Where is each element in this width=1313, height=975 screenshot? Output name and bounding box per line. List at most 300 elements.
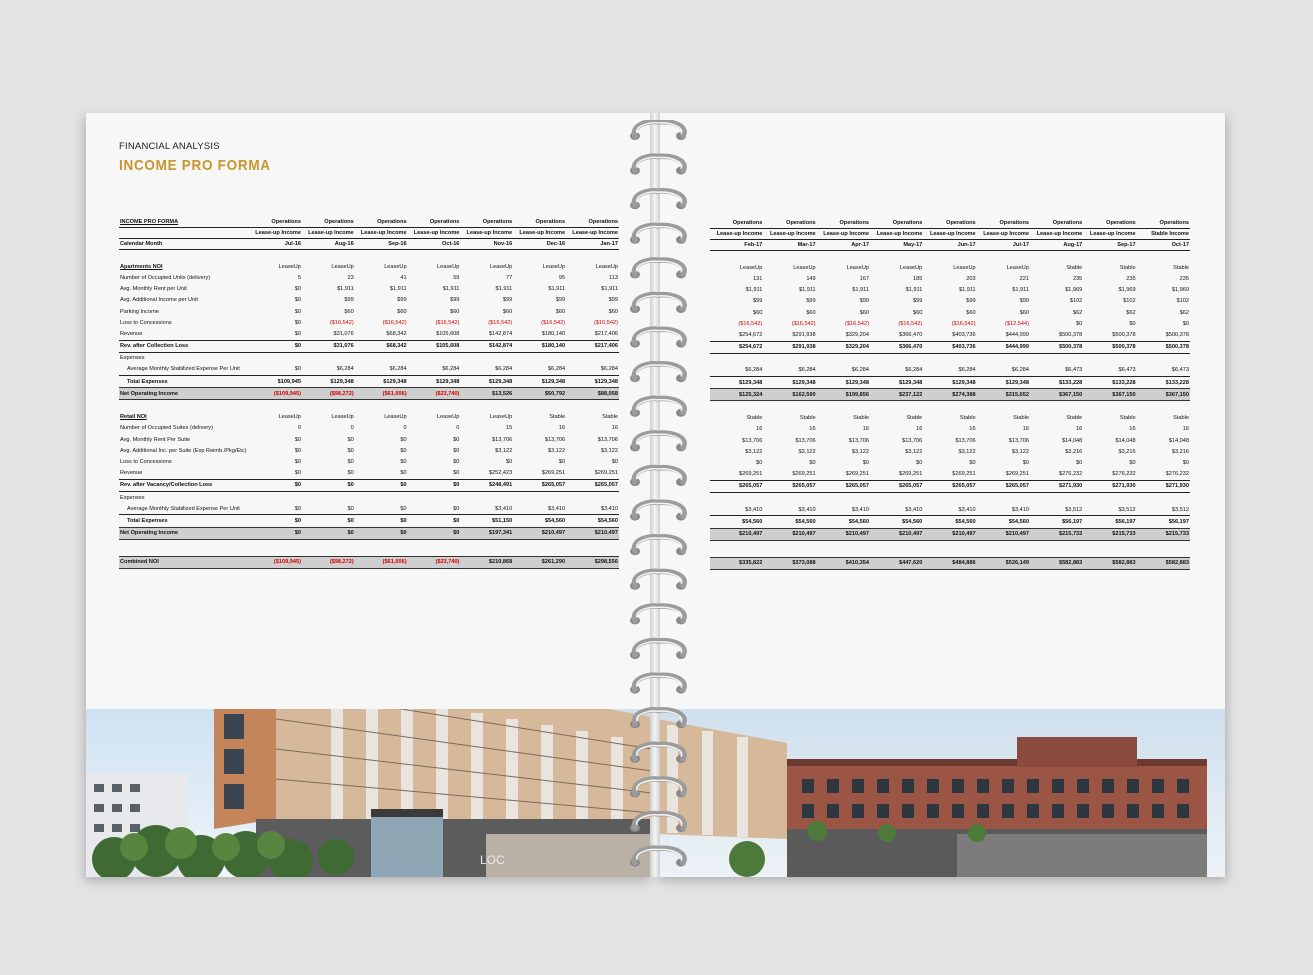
value-cell: $500,378 bbox=[1083, 341, 1136, 353]
spiral-ring bbox=[630, 468, 686, 486]
value-cell: $367,150 bbox=[1137, 389, 1190, 401]
value-cell: Stable Income bbox=[1137, 229, 1190, 240]
value-cell: $444,999 bbox=[977, 329, 1030, 341]
value-cell: $13,706 bbox=[597, 436, 618, 443]
value-cell: 235 bbox=[1072, 275, 1083, 282]
table-cell bbox=[870, 401, 923, 413]
row-label: Rev. after Collection Loss bbox=[119, 340, 249, 352]
value-cell: $3,122 bbox=[798, 448, 816, 455]
value-cell: $3,410 bbox=[710, 504, 763, 516]
value-cell: 5 bbox=[297, 274, 301, 281]
table-cell bbox=[302, 250, 355, 262]
value-cell: $54,560 bbox=[795, 518, 816, 525]
value-cell: $0 bbox=[453, 447, 460, 454]
value-cell: Aug-17 bbox=[1030, 240, 1083, 251]
value-cell: Operations bbox=[324, 219, 354, 225]
spiral-ring bbox=[630, 191, 686, 209]
value-cell: $31,076 bbox=[302, 340, 355, 352]
value-cell: Lease-up Income bbox=[710, 229, 763, 240]
value-cell: 95 bbox=[558, 274, 566, 281]
table-cell bbox=[119, 228, 249, 239]
left-page bbox=[86, 113, 652, 877]
section-label: FINANCIAL ANALYSIS bbox=[119, 141, 220, 152]
value-cell: $0 bbox=[400, 458, 407, 465]
income-pro-forma-table-right bbox=[710, 218, 1190, 570]
value-cell: Jul-16 bbox=[249, 239, 302, 250]
table-cell bbox=[249, 400, 302, 412]
table-cell bbox=[408, 491, 461, 503]
value-cell: $0 bbox=[294, 319, 301, 326]
value-cell: Stable bbox=[1173, 264, 1189, 271]
table-row bbox=[119, 261, 619, 272]
value-cell: $261,290 bbox=[513, 556, 566, 568]
value-cell: $1,911 bbox=[389, 286, 407, 293]
spiral-ring bbox=[630, 744, 686, 762]
table-row bbox=[119, 434, 619, 445]
value-cell: $56,197 bbox=[1062, 518, 1083, 525]
value-cell: $0 bbox=[294, 517, 301, 524]
value-cell: Stable bbox=[959, 415, 976, 422]
value-cell: $109,945 bbox=[277, 378, 301, 385]
value-cell: $252,423 bbox=[460, 468, 513, 480]
table-cell bbox=[249, 352, 302, 364]
value-cell: $1,911 bbox=[442, 286, 460, 293]
table-row bbox=[710, 424, 1190, 435]
building-rendering-left bbox=[86, 709, 652, 877]
value-cell: $0 bbox=[355, 527, 408, 539]
value-cell: LeaseUp bbox=[331, 263, 354, 270]
table-row bbox=[710, 318, 1190, 329]
table-cell bbox=[566, 400, 619, 412]
table-row bbox=[710, 329, 1190, 341]
table-cell bbox=[977, 251, 1030, 263]
value-cell: LeaseUp bbox=[739, 264, 763, 271]
value-cell: Stable bbox=[1119, 264, 1136, 271]
value-cell: $14,048 bbox=[1062, 437, 1083, 444]
table-cell bbox=[249, 250, 302, 262]
table-row bbox=[710, 285, 1190, 296]
table-cell bbox=[355, 539, 408, 551]
value-cell: 0 bbox=[350, 425, 354, 432]
value-cell: $215,733 bbox=[1030, 528, 1083, 540]
table-cell bbox=[1137, 251, 1190, 263]
value-cell: $0 bbox=[1182, 320, 1189, 327]
table-row bbox=[119, 328, 619, 340]
value-cell: $13,706 bbox=[742, 437, 763, 444]
spiral-ring bbox=[630, 606, 686, 624]
value-cell: $0 bbox=[400, 517, 407, 524]
value-cell: $0 bbox=[294, 308, 301, 315]
value-cell: 203 bbox=[966, 275, 976, 282]
value-cell: ($16,542) bbox=[594, 319, 618, 326]
value-cell: $265,057 bbox=[923, 480, 976, 492]
value-cell: $56,197 bbox=[1168, 518, 1189, 525]
value-cell: Operations bbox=[377, 219, 407, 225]
value-cell: $1,911 bbox=[798, 287, 816, 294]
income-pro-forma-table-left bbox=[119, 217, 619, 569]
table-cell bbox=[302, 400, 355, 412]
value-cell: $60 bbox=[1019, 309, 1029, 316]
value-cell: $0 bbox=[355, 479, 408, 491]
value-cell: $68,342 bbox=[355, 340, 408, 352]
value-cell: $3,512 bbox=[1083, 504, 1136, 516]
value-cell: Operations bbox=[732, 220, 763, 226]
value-cell: $6,473 bbox=[1083, 365, 1136, 377]
table-cell bbox=[1030, 401, 1083, 413]
spiral-ring bbox=[630, 225, 686, 243]
value-cell: $13,706 bbox=[492, 436, 513, 443]
value-cell: $99 bbox=[555, 297, 566, 304]
value-cell: $210,497 bbox=[710, 528, 763, 540]
value-cell: Nov-16 bbox=[460, 239, 513, 250]
table-row bbox=[119, 479, 619, 491]
value-cell: $367,150 bbox=[1083, 389, 1136, 401]
value-cell: $54,560 bbox=[597, 517, 618, 524]
value-cell: Oct-17 bbox=[1137, 240, 1190, 251]
value-cell: Operations bbox=[588, 219, 618, 225]
table-row bbox=[710, 218, 1190, 229]
value-cell: $0 bbox=[916, 459, 923, 466]
value-cell: $60 bbox=[966, 309, 976, 316]
value-cell: 221 bbox=[1019, 275, 1029, 282]
value-cell: $129,348 bbox=[436, 378, 460, 385]
value-cell: $54,560 bbox=[544, 517, 566, 524]
table-cell bbox=[763, 540, 816, 552]
row-label: Combined NOI bbox=[119, 556, 249, 568]
table-cell bbox=[1030, 540, 1083, 552]
value-cell: LeaseUp bbox=[489, 263, 513, 270]
value-cell: $276,232 bbox=[1083, 469, 1136, 481]
spiral-ring bbox=[630, 814, 686, 832]
value-cell: Sep-16 bbox=[355, 239, 408, 250]
value-cell: $210,497 bbox=[870, 528, 923, 540]
value-cell: $6,284 bbox=[408, 364, 461, 376]
table-cell bbox=[408, 400, 461, 412]
value-cell: $99 bbox=[502, 297, 513, 304]
value-cell: 235 bbox=[1179, 275, 1189, 282]
spiral-ring bbox=[630, 537, 686, 555]
row-label: Net Operating Income bbox=[119, 388, 249, 400]
table-row bbox=[119, 412, 619, 423]
value-cell: 0 bbox=[297, 425, 301, 432]
value-cell: $88,058 bbox=[566, 388, 619, 400]
table-cell bbox=[566, 250, 619, 262]
value-cell: Operations bbox=[1106, 220, 1136, 226]
table-row bbox=[119, 527, 619, 539]
value-cell: $210,497 bbox=[566, 527, 619, 539]
spiral-ring bbox=[630, 675, 686, 693]
value-cell: Lease-up Income bbox=[460, 228, 513, 239]
table-cell bbox=[710, 353, 763, 365]
table-cell bbox=[119, 400, 249, 412]
value-cell: $99 bbox=[1019, 298, 1029, 305]
value-cell: $6,284 bbox=[355, 364, 408, 376]
value-cell: ($16,542) bbox=[435, 319, 460, 326]
table-title: INCOME PRO FORMA bbox=[120, 219, 179, 225]
value-cell: Lease-up Income bbox=[923, 229, 976, 240]
spiral-ring bbox=[630, 260, 686, 278]
value-cell: Stable bbox=[1119, 415, 1136, 422]
value-cell: $54,560 bbox=[848, 518, 869, 525]
table-cell bbox=[923, 492, 976, 504]
value-cell: $373,088 bbox=[763, 557, 816, 569]
value-cell: $329,204 bbox=[817, 341, 870, 353]
value-cell: 16 bbox=[862, 426, 869, 433]
value-cell: $54,560 bbox=[1008, 518, 1029, 525]
value-cell: Lease-up Income bbox=[870, 229, 923, 240]
value-cell: $6,284 bbox=[302, 364, 355, 376]
table-row bbox=[710, 504, 1190, 516]
value-cell: $271,930 bbox=[1030, 480, 1083, 492]
table-row bbox=[119, 306, 619, 317]
table-cell bbox=[460, 352, 513, 364]
row-label: Expenses bbox=[120, 494, 145, 501]
value-cell: $14,048 bbox=[1115, 437, 1136, 444]
value-cell: $0 bbox=[355, 503, 408, 515]
value-cell: 0 bbox=[456, 425, 460, 432]
table-row bbox=[119, 272, 619, 283]
value-cell: $3,410 bbox=[923, 504, 976, 516]
table-cell bbox=[710, 492, 763, 504]
value-cell: $105,608 bbox=[408, 328, 461, 340]
row-label: Total Expenses bbox=[127, 378, 168, 385]
table-cell bbox=[513, 400, 566, 412]
value-cell: $265,057 bbox=[710, 480, 763, 492]
value-cell: $265,057 bbox=[817, 480, 870, 492]
page-title: INCOME PRO FORMA bbox=[119, 157, 271, 174]
value-cell: $403,736 bbox=[923, 341, 976, 353]
value-cell: $500,378 bbox=[1137, 341, 1190, 353]
value-cell: ($98,272) bbox=[302, 388, 355, 400]
spiral-ring bbox=[630, 122, 686, 140]
value-cell: ($12,544) bbox=[1005, 320, 1029, 327]
table-cell bbox=[977, 540, 1030, 552]
row-label: Avg. Monthly Rent per Unit bbox=[120, 286, 187, 293]
value-cell: $6,284 bbox=[566, 364, 619, 376]
table-cell bbox=[1030, 492, 1083, 504]
value-cell: 185 bbox=[912, 275, 923, 282]
row-label: Rev. after Vacancy/Collection Loss bbox=[119, 479, 249, 491]
value-cell: $217,406 bbox=[566, 340, 619, 352]
value-cell: 16 bbox=[1076, 426, 1083, 433]
value-cell: Operations bbox=[786, 220, 816, 226]
value-cell: $0 bbox=[249, 527, 302, 539]
value-cell: $133,228 bbox=[1058, 379, 1083, 386]
value-cell: $6,284 bbox=[460, 364, 513, 376]
spiral-ring bbox=[630, 641, 686, 659]
row-label: Number of Occupied Suites (delivery) bbox=[120, 425, 213, 432]
value-cell: $0 bbox=[347, 436, 354, 443]
value-cell: $102 bbox=[1176, 298, 1189, 305]
row-label: Revenue bbox=[119, 328, 249, 340]
value-cell: $274,388 bbox=[923, 389, 976, 401]
value-cell: Operations bbox=[482, 219, 513, 225]
table-cell bbox=[1137, 401, 1190, 413]
value-cell: Lease-up Income bbox=[513, 228, 566, 239]
value-cell: Oct-16 bbox=[408, 239, 461, 250]
table-row bbox=[119, 468, 619, 480]
value-cell: $99 bbox=[859, 298, 869, 305]
value-cell: LeaseUp bbox=[595, 263, 618, 270]
value-cell: 0 bbox=[403, 425, 407, 432]
table-row bbox=[710, 557, 1190, 569]
table-cell bbox=[870, 353, 923, 365]
value-cell: $265,057 bbox=[566, 479, 619, 491]
value-cell: $133,228 bbox=[1112, 379, 1136, 386]
value-cell: $0 bbox=[294, 286, 301, 293]
value-cell: $269,251 bbox=[710, 469, 763, 481]
value-cell: LeaseUp bbox=[437, 414, 460, 421]
value-cell: ($16,542) bbox=[329, 319, 354, 326]
table-cell bbox=[408, 539, 461, 551]
table-row bbox=[119, 284, 619, 295]
value-cell: $6,284 bbox=[513, 364, 566, 376]
table-cell bbox=[817, 492, 870, 504]
table-row bbox=[710, 528, 1190, 540]
value-cell: $276,232 bbox=[1030, 469, 1083, 481]
value-cell: $0 bbox=[294, 436, 301, 443]
value-cell: Stable bbox=[1066, 415, 1083, 422]
value-cell: $329,204 bbox=[817, 329, 870, 341]
spiral-ring bbox=[630, 398, 686, 416]
value-cell: $3,122 bbox=[495, 447, 513, 454]
value-cell: $6,284 bbox=[870, 365, 923, 377]
value-cell: Jun-17 bbox=[923, 240, 976, 251]
table-row bbox=[119, 239, 619, 250]
value-cell: Aug-16 bbox=[302, 239, 355, 250]
spiral-ring bbox=[630, 779, 686, 797]
value-cell: $315,652 bbox=[977, 389, 1030, 401]
value-cell: $56,197 bbox=[1115, 518, 1136, 525]
spiral-ring bbox=[630, 295, 686, 313]
table-cell bbox=[355, 491, 408, 503]
value-cell: $484,886 bbox=[923, 557, 976, 569]
value-cell: $276,232 bbox=[1137, 469, 1190, 481]
value-cell: Lease-up Income bbox=[355, 228, 408, 239]
spiral-ring bbox=[630, 710, 686, 728]
value-cell: $0 bbox=[249, 479, 302, 491]
value-cell: 113 bbox=[609, 274, 618, 281]
table-row bbox=[710, 251, 1190, 263]
value-cell: $1,911 bbox=[337, 286, 354, 293]
table-row bbox=[119, 364, 619, 376]
table-row bbox=[119, 228, 619, 239]
value-cell: Lease-up Income bbox=[977, 229, 1030, 240]
value-cell: Lease-up Income bbox=[1030, 229, 1083, 240]
value-cell: $0 bbox=[302, 479, 355, 491]
table-cell bbox=[923, 251, 976, 263]
value-cell: $3,410 bbox=[870, 504, 923, 516]
value-cell: $0 bbox=[400, 447, 407, 454]
value-cell: ($23,740) bbox=[408, 388, 461, 400]
value-cell: $0 bbox=[302, 503, 355, 515]
table-cell bbox=[923, 353, 976, 365]
table-row bbox=[710, 401, 1190, 413]
value-cell: $0 bbox=[408, 468, 461, 480]
value-cell: Mar-17 bbox=[763, 240, 816, 251]
table-cell bbox=[513, 352, 566, 364]
value-cell: $60 bbox=[912, 309, 923, 316]
value-cell: $269,251 bbox=[923, 469, 976, 481]
value-cell: 16 bbox=[558, 425, 566, 432]
spiral-ring bbox=[630, 329, 686, 347]
value-cell: $162,590 bbox=[763, 389, 816, 401]
spiral-ring bbox=[630, 502, 686, 520]
value-cell: $60 bbox=[344, 308, 354, 315]
table-row bbox=[119, 217, 619, 228]
table-row bbox=[119, 317, 619, 328]
value-cell: $3,122 bbox=[905, 448, 923, 455]
table-row bbox=[119, 400, 619, 412]
table-cell bbox=[763, 492, 816, 504]
row-label: Loss to Concessions bbox=[120, 319, 172, 326]
value-cell: 131 bbox=[752, 275, 763, 282]
table-row bbox=[710, 240, 1190, 251]
value-cell: $1,911 bbox=[601, 286, 618, 293]
value-cell: $0 bbox=[294, 458, 301, 465]
building-sign: LOC bbox=[480, 853, 505, 867]
table-row bbox=[119, 340, 619, 352]
value-cell: 16 bbox=[969, 426, 976, 433]
value-cell: Operations bbox=[1159, 220, 1189, 226]
value-cell: Lease-up Income bbox=[302, 228, 355, 239]
value-cell: 41 bbox=[400, 274, 407, 281]
value-cell: Jan-17 bbox=[566, 239, 619, 250]
row-label: Average Monthly Stabilized Expense Per Unit bbox=[119, 503, 249, 515]
value-cell: $0 bbox=[347, 458, 354, 465]
value-cell: $3,122 bbox=[1011, 448, 1029, 455]
value-cell: $13,706 bbox=[955, 437, 976, 444]
value-cell: Operations bbox=[999, 220, 1029, 226]
value-cell: Operations bbox=[946, 220, 976, 226]
table-cell bbox=[1030, 353, 1083, 365]
value-cell: $271,930 bbox=[1137, 480, 1190, 492]
value-cell: $129,348 bbox=[792, 379, 816, 386]
value-cell: $444,999 bbox=[977, 341, 1030, 353]
value-cell: $142,874 bbox=[460, 340, 513, 352]
value-cell: Jul-17 bbox=[977, 240, 1030, 251]
table-cell bbox=[460, 491, 513, 503]
value-cell: $99 bbox=[966, 298, 976, 305]
value-cell: $265,057 bbox=[977, 480, 1030, 492]
value-cell: $3,216 bbox=[1171, 448, 1189, 455]
table-row bbox=[710, 413, 1190, 424]
table-row bbox=[119, 491, 619, 503]
table-row bbox=[710, 307, 1190, 318]
value-cell: $129,348 bbox=[594, 378, 618, 385]
value-cell: $0 bbox=[249, 364, 302, 376]
value-cell: $13,706 bbox=[902, 437, 923, 444]
value-cell: $526,149 bbox=[977, 557, 1030, 569]
table-cell bbox=[460, 250, 513, 262]
table-row bbox=[710, 389, 1190, 401]
value-cell: Operations bbox=[535, 219, 566, 225]
value-cell: 16 bbox=[756, 426, 763, 433]
value-cell: 16 bbox=[1182, 426, 1189, 433]
value-cell: $0 bbox=[1076, 459, 1083, 466]
table-row bbox=[710, 492, 1190, 504]
value-cell: 167 bbox=[859, 275, 869, 282]
value-cell: ($61,006) bbox=[355, 388, 408, 400]
value-cell: $0 bbox=[1076, 320, 1083, 327]
value-cell: $1,911 bbox=[852, 287, 869, 294]
table-row bbox=[710, 377, 1190, 389]
value-cell: $129,348 bbox=[541, 378, 566, 385]
value-cell: $291,938 bbox=[763, 329, 816, 341]
value-cell: $366,470 bbox=[870, 329, 923, 341]
value-cell: $60 bbox=[450, 308, 460, 315]
value-cell: $62 bbox=[1126, 309, 1136, 316]
